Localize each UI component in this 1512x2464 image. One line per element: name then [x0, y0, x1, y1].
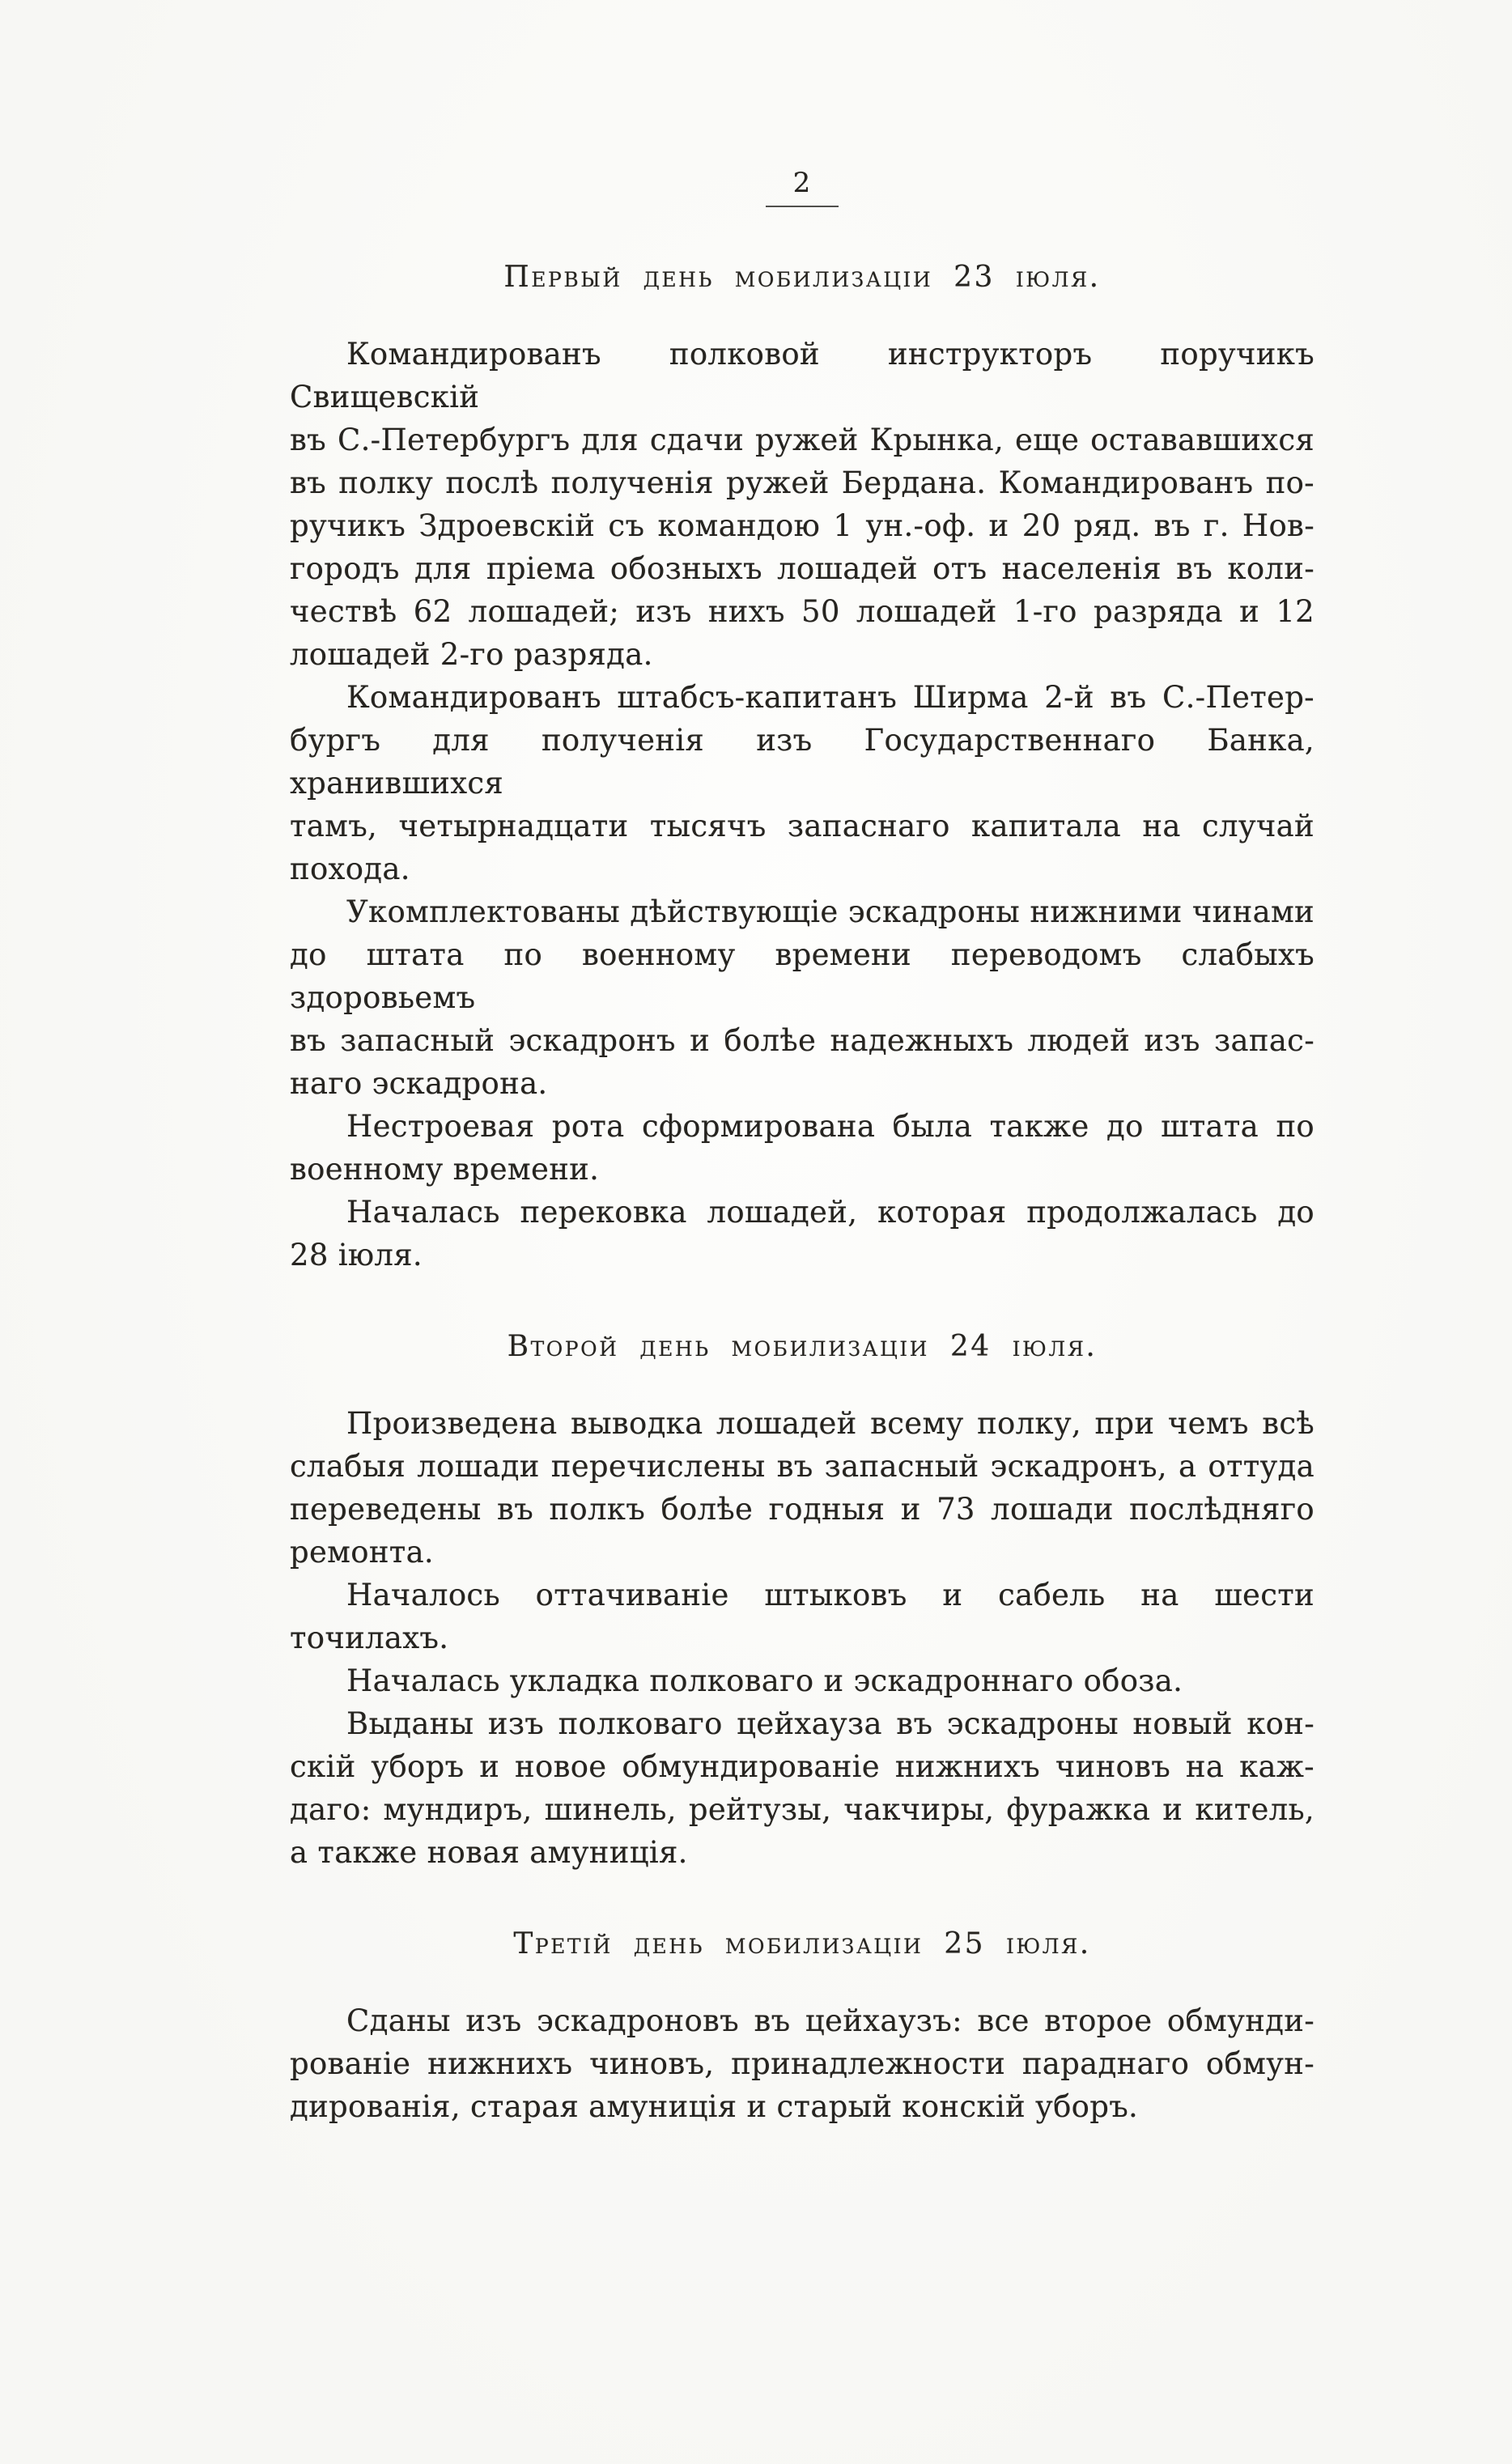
text-line: городъ для пріема обозныхъ лошадей отъ населенія въ коли-: [290, 551, 1315, 586]
text-line: Произведена выводка лошадей всему полку, при чемъ всѣ: [346, 1406, 1315, 1441]
text-line: Укомплектованы дѣйствующіе эскадроны нижними чинами: [346, 894, 1315, 929]
text-line: лошадей 2-го разряда.: [290, 637, 653, 672]
paragraph: [290, 890, 1315, 1105]
paragraph: [290, 1105, 1315, 1191]
text-column: [290, 0, 1315, 2128]
paragraph: [290, 1402, 1315, 1574]
text-line: Командированъ полковой инструкторъ поручикъ Свищевскій: [290, 337, 1315, 414]
page-number: 2: [766, 167, 839, 207]
text-line: слабыя лошади перечислены въ запасный эскадронъ, а оттуда: [290, 1449, 1315, 1484]
text-line: скій уборъ и новое обмундированіе нижнихъ чиновъ на каж-: [290, 1749, 1315, 1784]
text-line: похода.: [290, 852, 410, 886]
text-line: ремонта.: [290, 1535, 434, 1570]
paragraph: [290, 1999, 1315, 2128]
paragraph: [290, 333, 1315, 676]
text-line: даго: мундиръ, шинель, рейтузы, чакчиры, фуражка и китель,: [290, 1792, 1315, 1827]
paragraph: [290, 1702, 1315, 1874]
text-line: Нестроевая рота сформирована была также до штата по: [346, 1109, 1315, 1144]
paragraph: [290, 676, 1315, 890]
text-line: 28 іюля.: [290, 1238, 423, 1272]
text-line: въ полку послѣ полученія ружей Бердана. Командированъ по-: [290, 465, 1315, 500]
text-line: въ С.-Петербургъ для сдачи ружей Крынка, еще остававшихся: [290, 423, 1315, 457]
paragraph: [290, 1659, 1315, 1702]
text-line: въ запасный эскадронъ и болѣе надежныхъ людей изъ запас-: [290, 1023, 1315, 1058]
text-line: ручикъ Здроевскій съ командою 1 ун.-оф. и 20 ряд. въ г. Нов-: [290, 508, 1315, 543]
text-line: до штата по военному времени переводомъ слабыхъ здоровьемъ: [290, 937, 1315, 1015]
text-line: Сданы изъ эскадроновъ въ цейхаузъ: все второе обмунди-: [346, 2003, 1315, 2038]
text-line: наго эскадрона.: [290, 1066, 548, 1101]
section-heading: Первый день мобилизаціи 23 іюля.: [503, 261, 1101, 294]
text-line: Выданы изъ полковаго цейхауза въ эскадроны новый кон-: [346, 1706, 1315, 1741]
paragraph: [290, 1574, 1315, 1659]
text-line: дированія, старая амуниція и старый конскій уборъ.: [290, 2089, 1139, 2124]
text-line: Командированъ штабсъ-капитанъ Ширма 2-й въ С.-Петер-: [346, 680, 1315, 715]
content: [290, 261, 1315, 2128]
text-line: Началось оттачиваніе штыковъ и сабель на шести точилахъ.: [290, 1578, 1315, 1655]
text-line: тамъ, четырнадцати тысячъ запаснаго капитала на случай: [290, 809, 1315, 843]
page-number-wrap: [290, 167, 1315, 207]
text-line: военному времени.: [290, 1152, 600, 1187]
paragraph: [290, 1191, 1315, 1277]
text-line: переведены въ полкъ болѣе годныя и 73 лошади послѣдняго: [290, 1492, 1315, 1527]
text-line: бургъ для полученія изъ Государственнаго Банка, хранившихся: [290, 723, 1315, 801]
section-heading: Третій день мобилизаціи 25 іюля.: [513, 1927, 1091, 1961]
text-line: Началась перековка лошадей, которая продолжалась до: [346, 1195, 1315, 1230]
text-line: а также новая амуниція.: [290, 1835, 688, 1870]
text-line: рованіе нижнихъ чиновъ, принадлежности параднаго обмун-: [290, 2046, 1315, 2081]
section-heading: Второй день мобилизаціи 24 іюля.: [507, 1330, 1098, 1363]
text-line: чествѣ 62 лошадей; изъ нихъ 50 лошадей 1-го разряда и 12: [290, 594, 1315, 629]
text-line: Началась укладка полковаго и эскадроннаго обоза.: [346, 1663, 1183, 1698]
